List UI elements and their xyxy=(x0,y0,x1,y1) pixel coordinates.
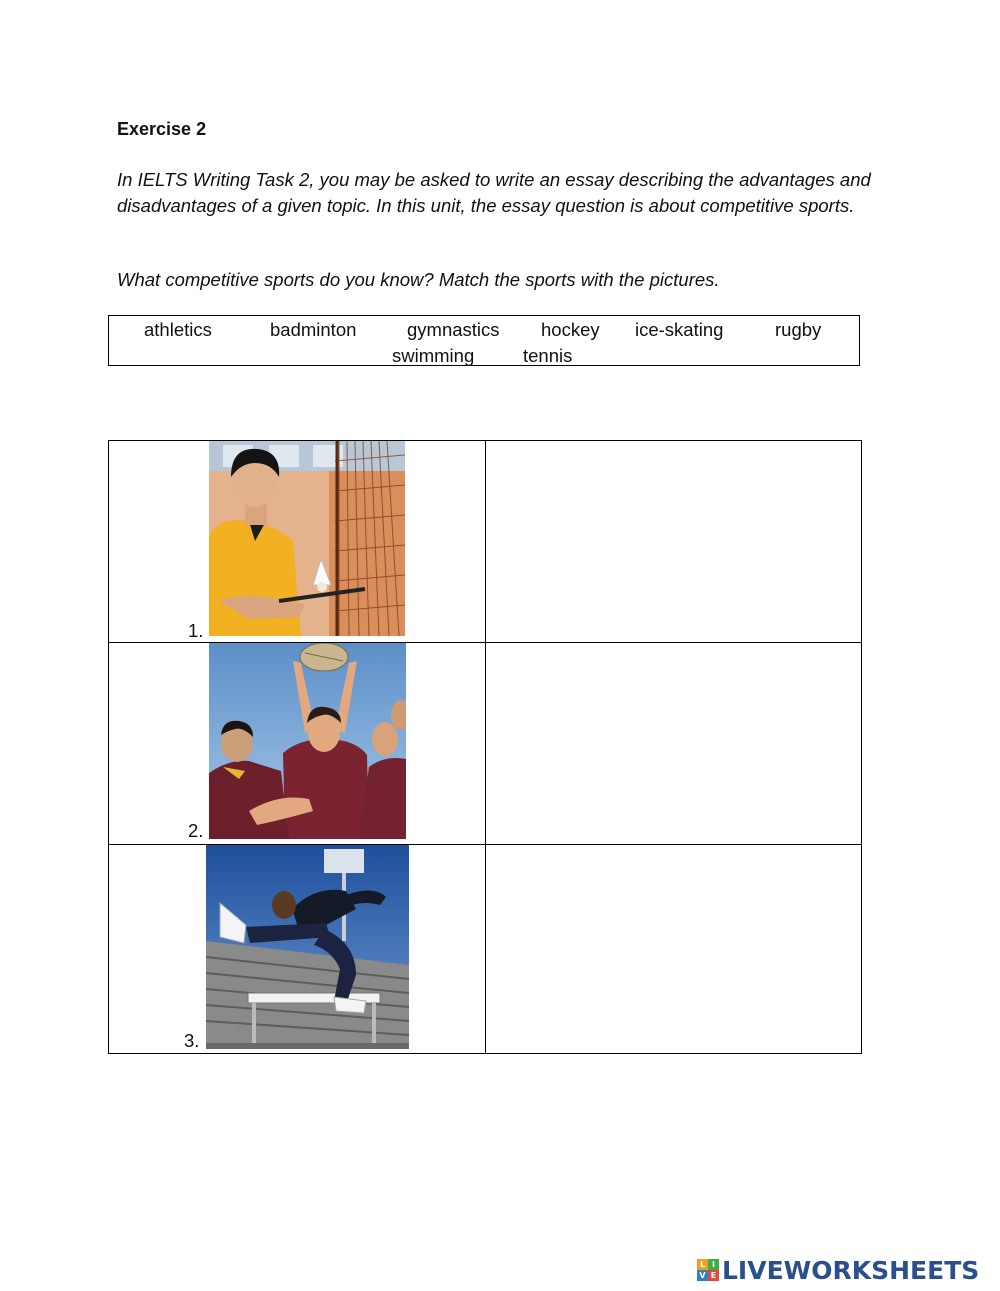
word-bank-item[interactable]: athletics xyxy=(144,319,212,340)
word-bank-item[interactable]: gymnastics xyxy=(407,319,500,340)
word-bank-item[interactable]: ice-skating xyxy=(635,319,724,340)
hurdler-photo xyxy=(206,845,409,1049)
item-number: 3. xyxy=(184,1030,200,1051)
exercise-intro: In IELTS Writing Task 2, you may be asked to write an essay describing the advantages and disadvantages of a given topic. In this unit, the essay question is about competitive sports. xyxy=(117,169,871,216)
word-bank-item[interactable]: swimming xyxy=(392,345,475,366)
item-number: 2. xyxy=(188,820,204,841)
word-bank-item[interactable]: tennis xyxy=(523,345,573,366)
word-bank-item[interactable]: hockey xyxy=(541,319,600,340)
answer-cell[interactable] xyxy=(486,643,861,844)
exercise-title: Exercise 2 xyxy=(117,119,207,139)
exercise-question: What competitive sports do you know? Match the sports with the pictures. xyxy=(117,269,720,290)
brand-name: LIVEWORKSHEETS xyxy=(722,1255,980,1285)
word-bank-item[interactable]: badminton xyxy=(270,319,357,340)
logo-mark-icon: L I V E xyxy=(697,1259,719,1281)
liveworksheets-logo xyxy=(697,1254,979,1286)
answer-cell[interactable] xyxy=(486,441,861,642)
matching-table xyxy=(108,440,862,1054)
item-number: 1. xyxy=(188,620,204,641)
word-bank-item[interactable]: rugby xyxy=(775,319,822,340)
badminton-player-photo xyxy=(209,441,405,636)
rugby-players-photo xyxy=(209,643,406,839)
answer-cell[interactable] xyxy=(486,845,861,1053)
word-bank xyxy=(108,315,860,366)
